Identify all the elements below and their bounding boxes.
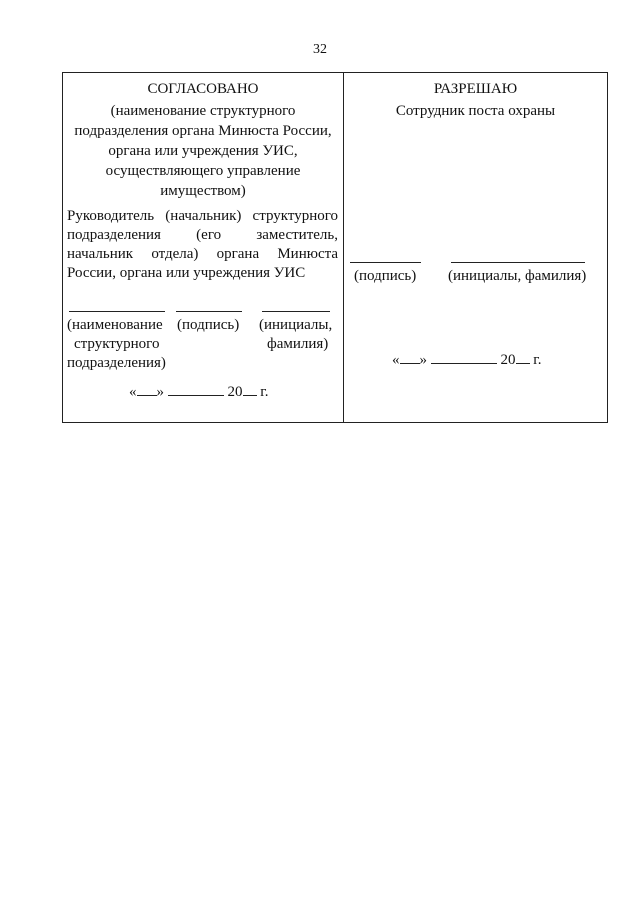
initials-caption: (инициалы, фамилия) bbox=[448, 268, 587, 284]
date-close-quote: » bbox=[419, 352, 427, 368]
position-word: начальник bbox=[67, 246, 134, 262]
date-open-quote: « bbox=[129, 384, 137, 400]
agreed-subtext-line: осуществляющего управление bbox=[105, 163, 301, 179]
initials-line bbox=[451, 262, 585, 263]
unit-name-caption: структурного bbox=[74, 336, 160, 352]
year-blank bbox=[516, 351, 530, 364]
year-blank bbox=[243, 383, 257, 396]
date-close-quote: » bbox=[156, 384, 164, 400]
day-blank bbox=[137, 383, 157, 396]
date-suffix: г. bbox=[533, 352, 542, 368]
agreed-heading: СОГЛАСОВАНО bbox=[147, 81, 259, 97]
signature-caption: (подпись) bbox=[354, 268, 417, 284]
initials-caption: (инициалы, bbox=[259, 317, 333, 333]
agreed-subtext-line: (наименование структурного bbox=[110, 103, 296, 119]
position-word: (начальник) bbox=[165, 208, 242, 224]
unit-name-caption: подразделения) bbox=[67, 355, 166, 371]
approve-column bbox=[344, 73, 607, 422]
date-year: 20 bbox=[500, 352, 516, 368]
position-word: Минюста bbox=[277, 246, 338, 262]
page-number: 32 bbox=[313, 42, 327, 57]
signature-line bbox=[350, 262, 421, 263]
month-blank bbox=[431, 351, 497, 364]
position-line bbox=[67, 245, 338, 264]
agreed-subtext-line: органа или учреждения УИС, bbox=[108, 143, 298, 159]
position-line: России, органа или учреждения УИС bbox=[67, 265, 306, 281]
initials-line bbox=[262, 311, 330, 312]
initials-caption: фамилия) bbox=[267, 336, 329, 352]
approve-heading: РАЗРЕШАЮ bbox=[433, 81, 518, 97]
position-line bbox=[67, 226, 338, 245]
position-word: отдела) bbox=[151, 246, 199, 262]
position-word: Руководитель bbox=[67, 208, 155, 224]
date-open-quote: « bbox=[392, 352, 400, 368]
month-blank bbox=[168, 383, 224, 396]
agreed-subtext bbox=[63, 101, 343, 201]
signature-line bbox=[176, 311, 242, 312]
agreed-date bbox=[129, 383, 268, 401]
date-suffix: г. bbox=[260, 384, 269, 400]
position-word: (его bbox=[196, 227, 222, 243]
agreed-subtext-line: имуществом) bbox=[160, 183, 246, 199]
approval-form-table bbox=[62, 72, 608, 423]
position-word: заместитель, bbox=[256, 227, 338, 243]
position-line bbox=[67, 207, 338, 226]
head-position-text bbox=[67, 207, 338, 283]
approve-date bbox=[392, 351, 541, 369]
day-blank bbox=[400, 351, 420, 364]
unit-name-caption: (наименование bbox=[67, 317, 163, 333]
date-year: 20 bbox=[227, 384, 243, 400]
position-word: подразделения bbox=[67, 227, 161, 243]
position-word: структурного bbox=[252, 208, 338, 224]
position-word: органа bbox=[216, 246, 260, 262]
unit-name-line bbox=[69, 311, 165, 312]
approve-subtext: Сотрудник поста охраны bbox=[395, 103, 556, 119]
agreed-column bbox=[63, 73, 343, 422]
agreed-subtext-line: подразделения органа Минюста России, bbox=[74, 123, 332, 139]
signature-caption: (подпись) bbox=[177, 317, 240, 333]
